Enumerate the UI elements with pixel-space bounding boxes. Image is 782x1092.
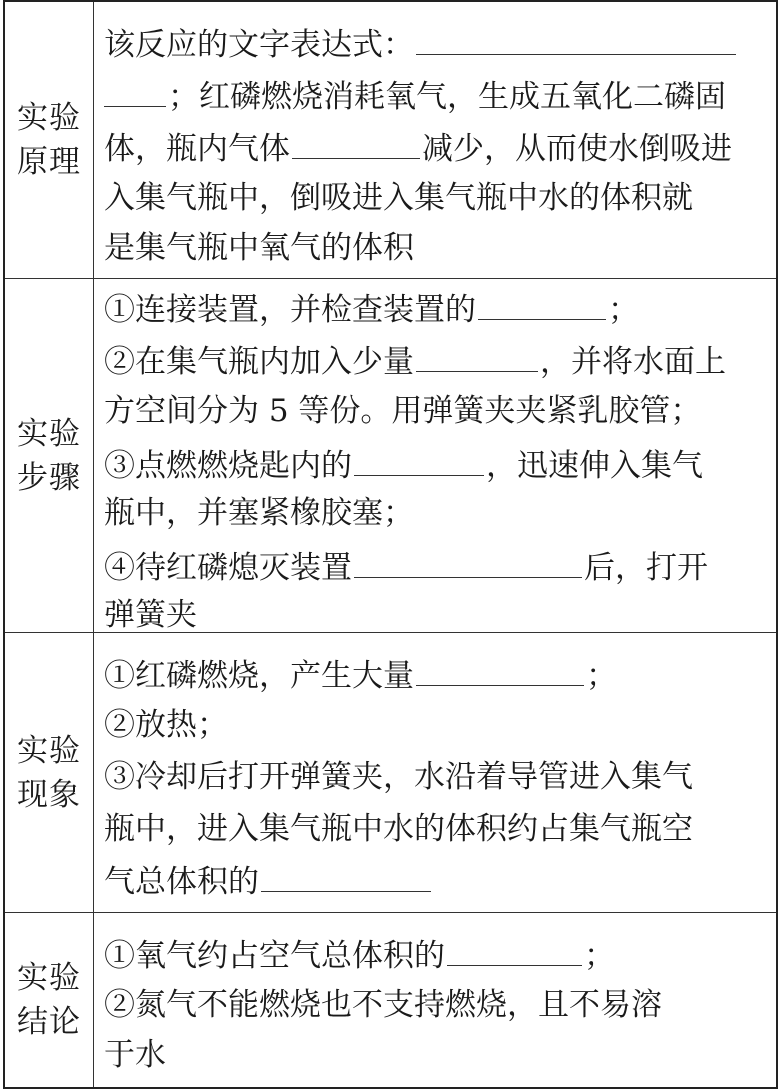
content-line xyxy=(104,595,768,635)
content-line xyxy=(104,74,768,114)
text-segment: ②氮气不能燃烧也不支持燃烧，且不易溶 xyxy=(104,987,662,1023)
content-line xyxy=(104,933,768,973)
label-line: 步骤 xyxy=(17,459,81,496)
section-phenomena xyxy=(5,633,776,913)
text-segment: ①红磷燃烧，产生大量 xyxy=(104,658,414,694)
content-line xyxy=(104,757,768,797)
section-label xyxy=(5,2,94,278)
section-label xyxy=(5,279,94,632)
text-segment: 后，打开 xyxy=(584,550,708,586)
text-segment: ③点燃燃烧匙内的 xyxy=(104,448,352,484)
section-content xyxy=(104,913,768,1087)
fill-blank[interactable] xyxy=(416,339,538,372)
content-line xyxy=(104,1035,768,1075)
content-line xyxy=(104,493,768,533)
text-segment: ①连接装置，并检查装置的 xyxy=(104,292,476,328)
content-line xyxy=(104,22,768,62)
text-segment: 瓶中，进入集气瓶中水的体积约占集气瓶空 xyxy=(104,811,693,847)
text-segment: 入集气瓶中，倒吸进入集气瓶中水的体积就 xyxy=(104,180,693,216)
content-line xyxy=(104,809,768,849)
content-line xyxy=(104,228,768,268)
section-label xyxy=(5,633,94,912)
text-segment: ②放热； xyxy=(104,707,228,743)
text-segment: ①氧气约占空气总体积的 xyxy=(104,938,445,974)
text-segment: 于水 xyxy=(104,1037,166,1073)
content-line xyxy=(104,859,768,899)
content-line xyxy=(104,443,768,483)
text-segment: ； xyxy=(586,658,617,694)
text-segment: ； xyxy=(608,292,639,328)
label-line: 现象 xyxy=(17,776,81,813)
label-line: 实验 xyxy=(17,100,81,136)
section-content xyxy=(104,279,768,632)
text-segment: 体，瓶内气体 xyxy=(104,131,290,167)
section-label xyxy=(5,913,94,1087)
fill-blank[interactable] xyxy=(104,74,166,107)
content-line xyxy=(104,985,768,1025)
fill-blank[interactable] xyxy=(416,653,584,686)
content-line xyxy=(104,178,768,218)
content-line xyxy=(104,391,768,431)
label-line: 实验 xyxy=(17,415,81,452)
text-segment: 该反应的文字表达式： xyxy=(104,27,414,63)
text-segment: 瓶中，并塞紧橡胶塞； xyxy=(104,495,414,531)
label-line: 结论 xyxy=(17,1004,81,1040)
label-line: 原理 xyxy=(17,144,81,180)
fill-blank[interactable] xyxy=(354,545,582,578)
text-segment: 弹簧夹 xyxy=(104,597,197,633)
fill-blank[interactable] xyxy=(447,933,582,966)
section-conclusion xyxy=(5,913,776,1087)
content-line xyxy=(104,339,768,379)
section-content xyxy=(104,633,768,912)
fill-blank[interactable] xyxy=(478,287,606,320)
text-segment: ，并将水面上 xyxy=(540,344,726,380)
content-line xyxy=(104,705,768,745)
fill-blank[interactable] xyxy=(292,126,420,159)
content-line xyxy=(104,287,768,327)
text-segment: ③冷却后打开弹簧夹，水沿着导管进入集气 xyxy=(104,759,693,795)
section-principle xyxy=(5,2,776,279)
text-segment: ； xyxy=(584,938,615,974)
text-segment: ②在集气瓶内加入少量 xyxy=(104,344,414,380)
fill-blank[interactable] xyxy=(261,859,431,892)
fill-blank[interactable] xyxy=(416,22,736,55)
text-segment: 方空间分为 5 等份。用弹簧夹夹紧乳胶管； xyxy=(104,393,702,429)
experiment-table xyxy=(3,0,778,1089)
text-segment: ，迅速伸入集气 xyxy=(486,448,703,484)
text-segment: 气总体积的 xyxy=(104,864,259,900)
text-segment: 是集气瓶中氧气的体积 xyxy=(104,230,414,266)
fill-blank[interactable] xyxy=(354,443,484,476)
label-line: 实验 xyxy=(17,960,81,996)
content-line xyxy=(104,126,768,166)
text-segment: 减少，从而使水倒吸进 xyxy=(422,131,732,167)
content-line xyxy=(104,545,768,585)
label-line: 实验 xyxy=(17,732,81,769)
section-content xyxy=(104,2,768,278)
text-segment: ④待红磷熄灭装置 xyxy=(104,550,352,586)
content-line xyxy=(104,653,768,693)
section-steps xyxy=(5,279,776,633)
text-segment: ；红磷燃烧消耗氧气，生成五氧化二磷固 xyxy=(168,79,726,115)
